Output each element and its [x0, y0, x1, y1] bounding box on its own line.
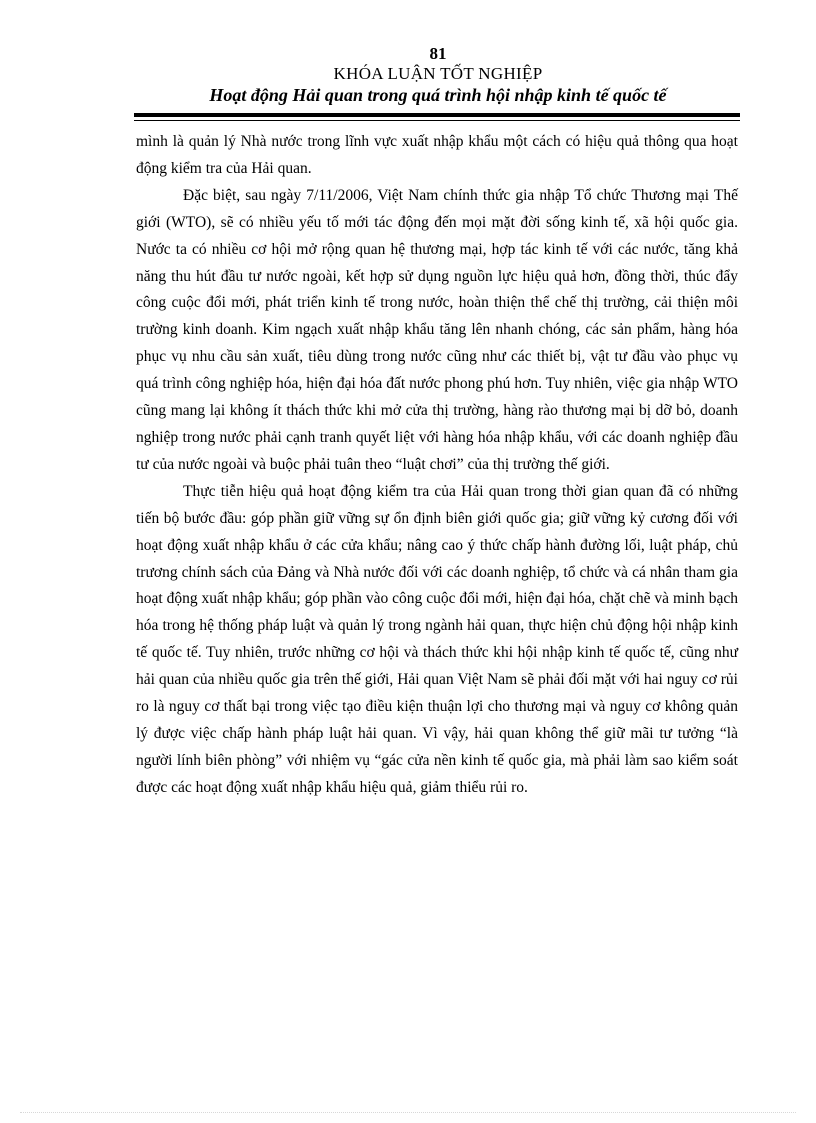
document-subtitle: Hoạt động Hải quan trong quá trình hội nhập kinh tế quốc tế [209, 85, 667, 105]
header-rule-thick [134, 113, 740, 117]
document-title: KHÓA LUẬN TỐT NGHIỆP [333, 64, 543, 83]
page-header [136, 44, 740, 106]
header-rule-thin [134, 120, 740, 121]
paragraph: Đặc biệt, sau ngày 7/11/2006, Việt Nam chính thức gia nhập Tổ chức Thương mại Thế giới (WTO), sẽ có nhiều yếu tố mới tác động đến mọi mặt đời sống kinh tế, xã hội quốc gia. Nước ta có nhiều cơ hội mở rộng quan hệ thương mại, hợp tác kinh tế với các nước, tăng khả năng thu hút đầu tư nước ngoài, kết hợp sử dụng nguồn lực hiệu quả hơn, đồng thời, thúc đẩy công cuộc đổi mới, phát triển kinh tế trong nước, hoàn thiện thể chế thị trường, cải thiện môi trường kinh doanh. Kim ngạch xuất nhập khẩu tăng lên nhanh chóng, các sản phẩm, hàng hóa phục vụ nhu cầu sản xuất, tiêu dùng trong nước cũng như các thiết bị, vật tư đầu vào phục vụ quá trình công nghiệp hóa, hiện đại hóa đất nước phong phú hơn. Tuy nhiên, việc gia nhập WTO cũng mang lại không ít thách thức khi mở cửa thị trường, hàng rào thương mại bị dỡ bỏ, doanh nghiệp trong nước phải cạnh tranh quyết liệt với hàng hóa nhập khẩu, với các doanh nghiệp đầu tư của nước ngoài và buộc phải tuân theo “luật chơi” của thị trường thế giới. [136, 186, 738, 473]
page-number: 81 [429, 44, 447, 63]
paragraph-continuation: mình là quản lý Nhà nước trong lĩnh vực xuất nhập khẩu một cách có hiệu quả thông qua hoạt động kiểm tra của Hải quan. [136, 133, 738, 177]
body-text [136, 129, 738, 802]
footer-divider [20, 1112, 796, 1113]
paragraph: Thực tiễn hiệu quả hoạt động kiểm tra của Hải quan trong thời gian quan đã có những tiến bộ bước đầu: góp phần giữ vững sự ổn định biên giới quốc gia; giữ vững kỷ cương đối với hoạt động xuất nhập khẩu ở các cửa khẩu; nâng cao ý thức chấp hành đường lối, luật pháp, chủ trương chính sách của Đảng và Nhà nước đối với các doanh nghiệp, tổ chức và cá nhân tham gia hoạt động xuất nhập khẩu; góp phần vào công cuộc đổi mới, hiện đại hóa, chặt chẽ và minh bạch hóa trong hệ thống pháp luật và quản lý trong ngành hải quan, thực hiện chủ động hội nhập kinh tế quốc tế. Tuy nhiên, trước những cơ hội và thách thức khi hội nhập kinh tế quốc tế, cũng như hải quan của nhiều quốc gia trên thế giới, Hải quan Việt Nam sẽ phải đối mặt với hai nguy cơ rủi ro là nguy cơ thất bại trong việc tạo điều kiện thuận lợi cho thương mại và nguy cơ không quản lý được việc chấp hành pháp luật hải quan. Vì vậy, hải quan không thể giữ mãi tư tưởng “là người lính biên phòng” với nhiệm vụ “gác cửa nền kinh tế quốc gia, mà phải làm sao kiểm soát được các hoạt động xuất nhập khẩu hiệu quả, giảm thiểu rủi ro. [136, 482, 738, 796]
